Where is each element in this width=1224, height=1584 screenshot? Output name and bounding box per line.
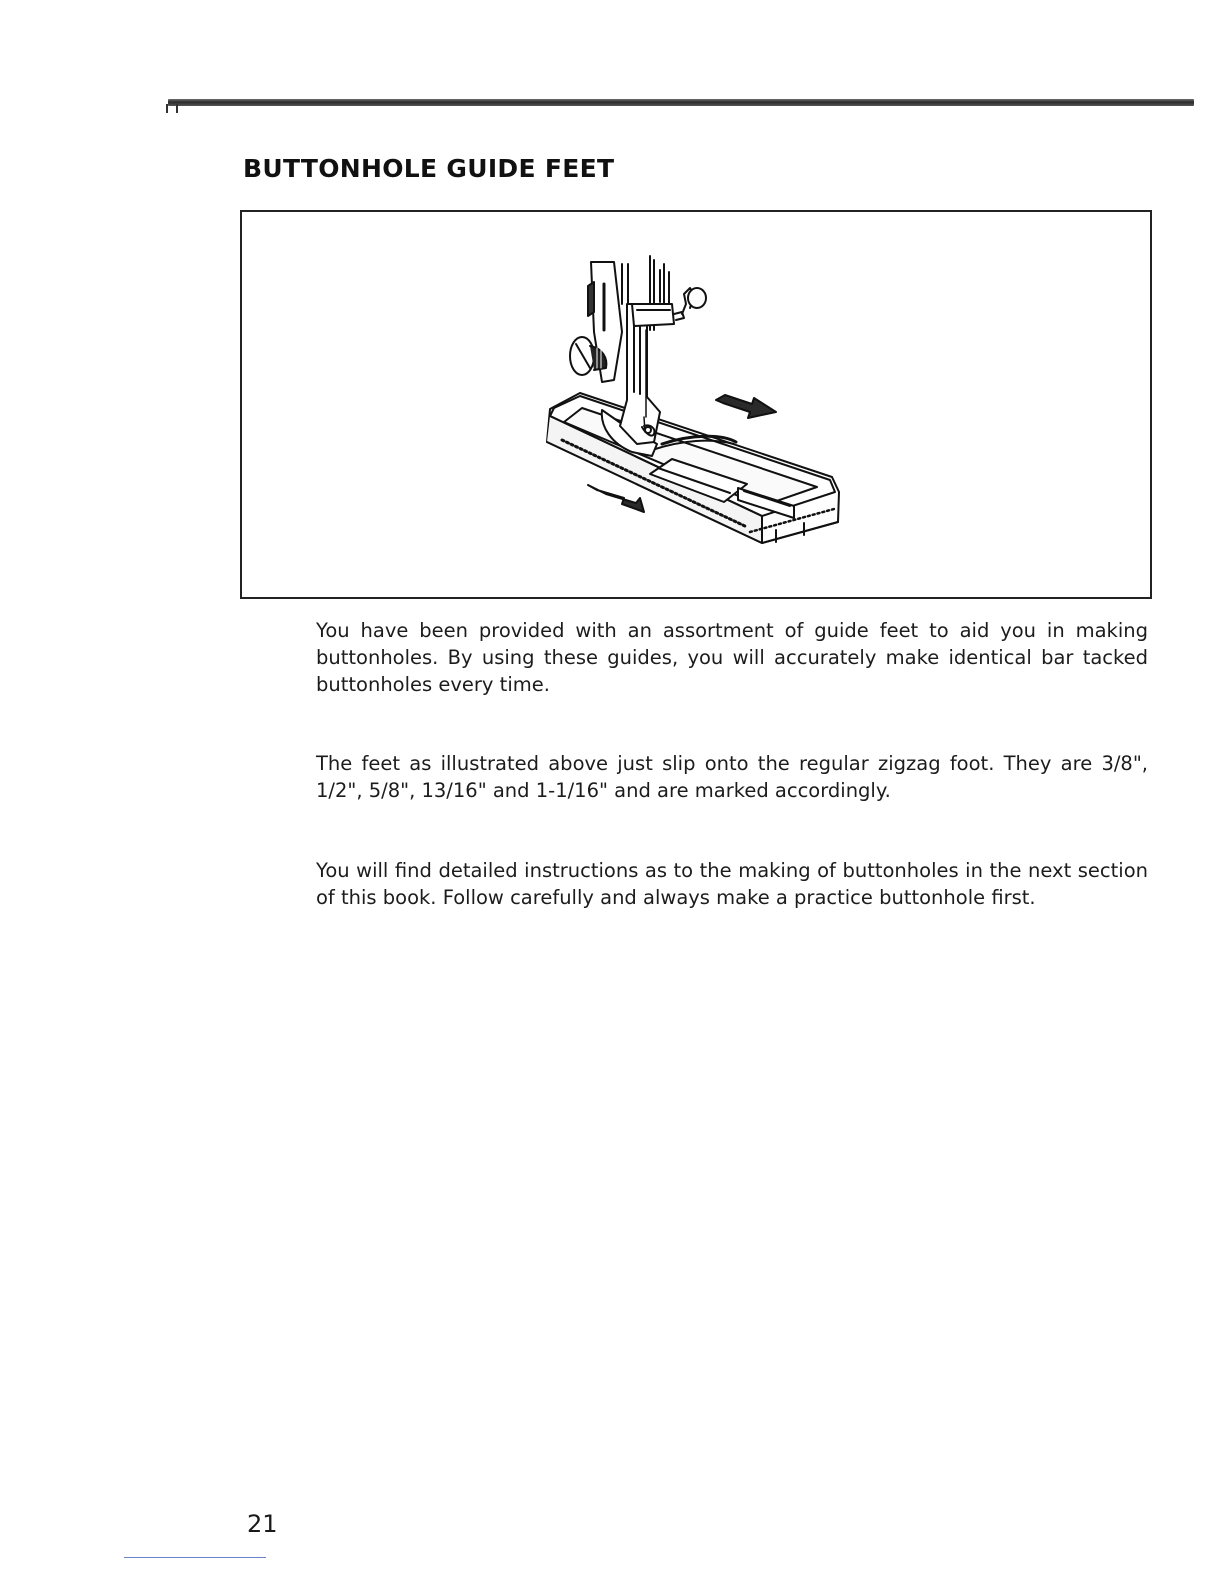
- instructions-paragraph: You will find detailed instructions as to the making of buttonholes in the next section of this book. Follow carefully and always make a practice buttonhole first.: [316, 859, 1148, 909]
- page-title: BUTTONHOLE GUIDE FEET: [243, 154, 615, 183]
- header-rule-mark: [166, 104, 178, 113]
- intro-paragraph: You have been provided with an assortment of guide feet to aid you in making buttonholes. By using these guides, you will accurately make identical bar tacked buttonholes every time.: [316, 619, 1148, 696]
- figure-frame: [240, 210, 1152, 599]
- guide-tray: [547, 393, 839, 543]
- footer-rule: [124, 1557, 266, 1558]
- buttonhole-foot-illustration: [242, 212, 1150, 597]
- down-right-arrow-icon: [588, 485, 644, 512]
- clamp-knob-icon: [632, 264, 706, 326]
- sizes-paragraph: The feet as illustrated above just slip onto the regular zigzag foot. They are 3/8", 1/2", 5/8", 13/16" and 1-1/16" and are marked accordingly.: [316, 752, 1148, 802]
- up-right-arrow-icon: [716, 395, 776, 418]
- page-number: 21: [247, 1510, 278, 1538]
- header-rule: [168, 99, 1194, 106]
